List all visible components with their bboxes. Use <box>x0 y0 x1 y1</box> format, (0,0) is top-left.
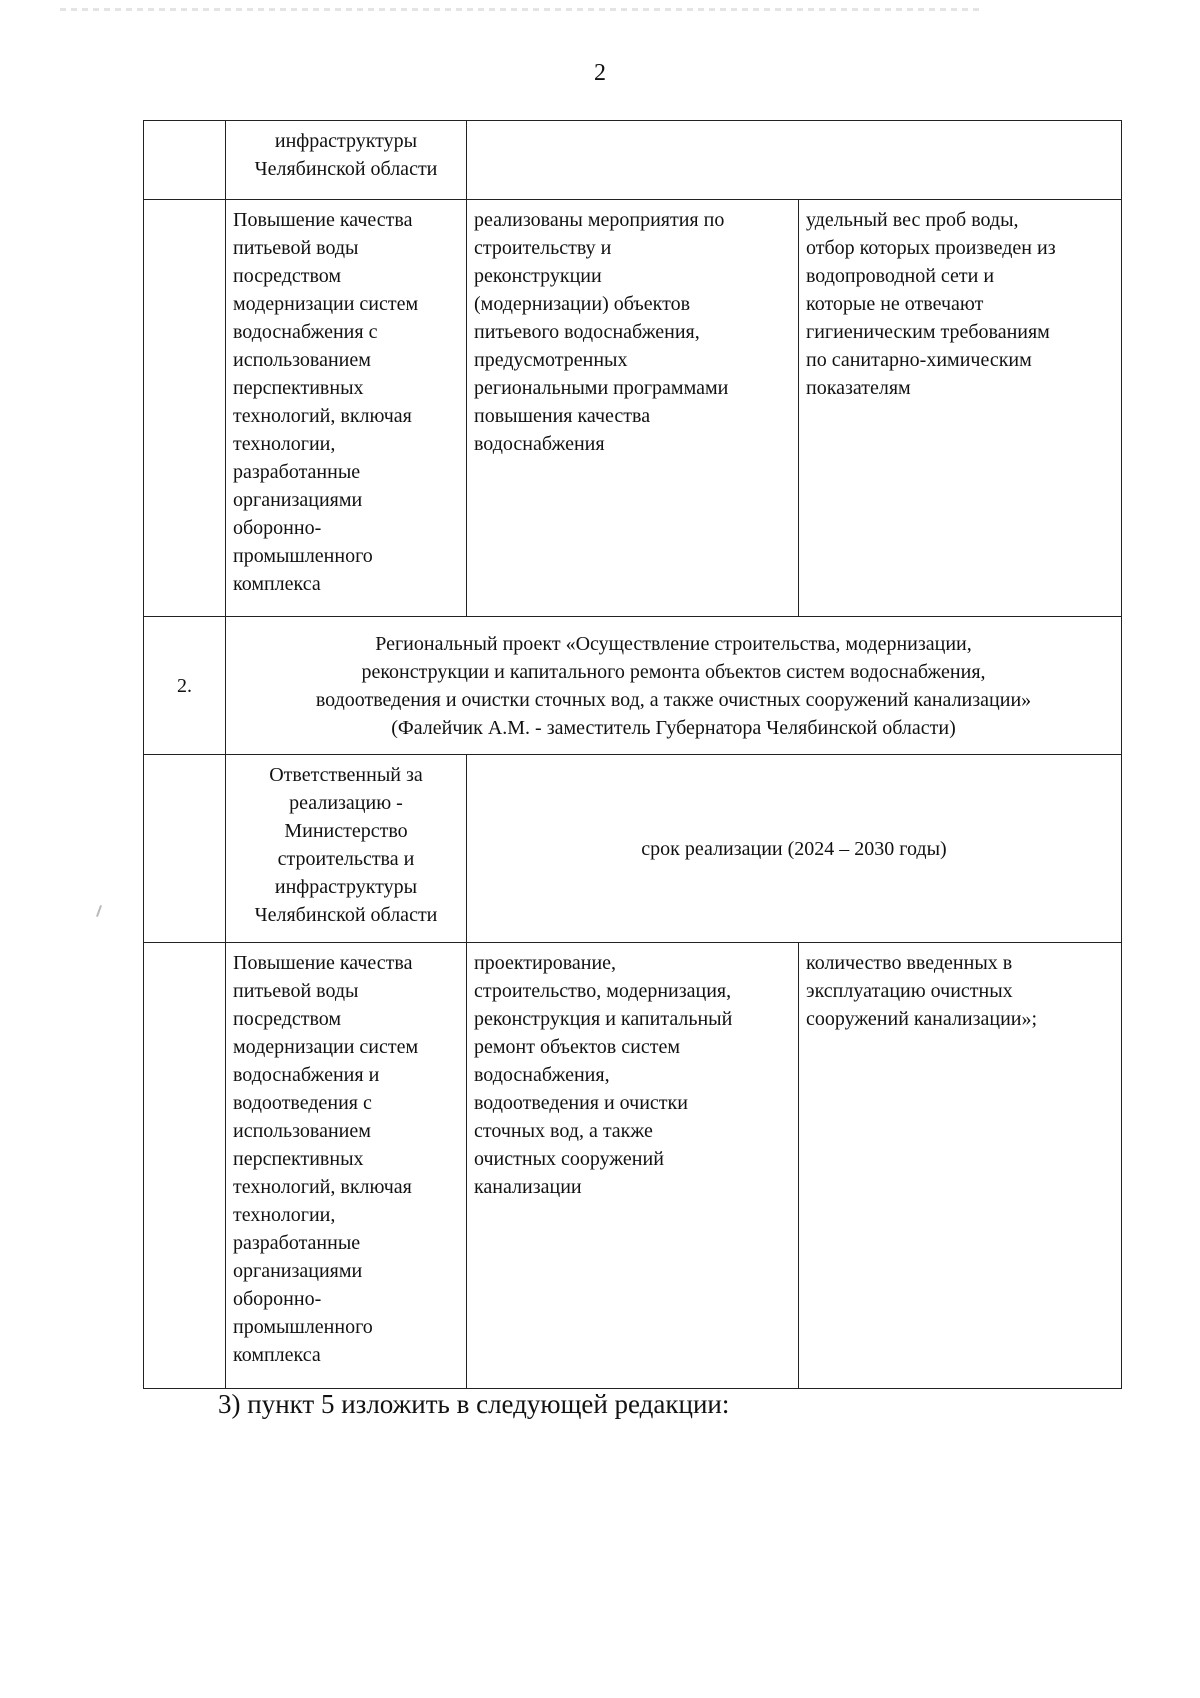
table-cell-task: Повышение качества питьевой воды посредством модернизации систем водоснабжения с использованием перспективных технологий, включая технологии, разработанные организациями оборонно- промышленного комплекса <box>226 200 467 617</box>
paragraph-text: 3) пункт 5 изложить в следующей редакции: <box>218 1389 730 1419</box>
table-row <box>144 755 1122 943</box>
table-cell-indicator: удельный вес проб воды, отбор которых произведен из водопроводной сети и которые не отвечают гигиеническим требованиям по санитарно-химическим показателям <box>799 200 1122 617</box>
table-cell-result: реализованы мероприятия по строительству и реконструкции (модернизации) объектов питьевого водоснабжения, предусмотренных региональными программами повышения качества водоснабжения <box>467 200 799 617</box>
table-cell-task: Повышение качества питьевой воды посредством модернизации систем водоснабжения и водоотведения с использованием перспективных технологий, включая технологии, разработанные организациями оборонно- промышленного комплекса <box>226 943 467 1389</box>
table-cell-num <box>144 943 226 1389</box>
table-cell-term: срок реализации (2024 – 2030 годы) <box>467 755 1122 943</box>
page-number: 2 <box>594 60 606 86</box>
table-cell-responsible: инфраструктуры Челябинской области <box>226 121 467 200</box>
scan-artifact <box>60 8 980 11</box>
table-cell-result: проектирование, строительство, модернизация, реконструкция и капитальный ремонт объектов систем водоснабжения, водоотведения и очистки сточных вод, а также очистных сооружений канализации <box>467 943 799 1389</box>
table-row <box>144 200 1122 617</box>
table-cell-num <box>144 121 226 200</box>
table-cell-num: 2. <box>144 617 226 755</box>
table-cell-num <box>144 200 226 617</box>
table-cell-project: Региональный проект «Осуществление строительства, модернизации, реконструкции и капитального ремонта объектов систем водоснабжения, водоотведения и очистки сточных вод, а также очистных сооружений канализации» (Фалейчик А.М. - заместитель Губернатора Челябинской области) <box>226 617 1122 755</box>
table-cell-num <box>144 755 226 943</box>
table-row <box>144 943 1122 1389</box>
table-row <box>144 617 1122 755</box>
scan-artifact <box>96 905 102 917</box>
table-row <box>144 121 1122 200</box>
table-cell-responsible: Ответственный за реализацию - Министерство строительства и инфраструктуры Челябинской области <box>226 755 467 943</box>
program-table <box>143 120 1122 1389</box>
table-cell-indicator: количество введенных в эксплуатацию очистных сооружений канализации»; <box>799 943 1122 1389</box>
table-cell-term <box>467 121 1122 200</box>
